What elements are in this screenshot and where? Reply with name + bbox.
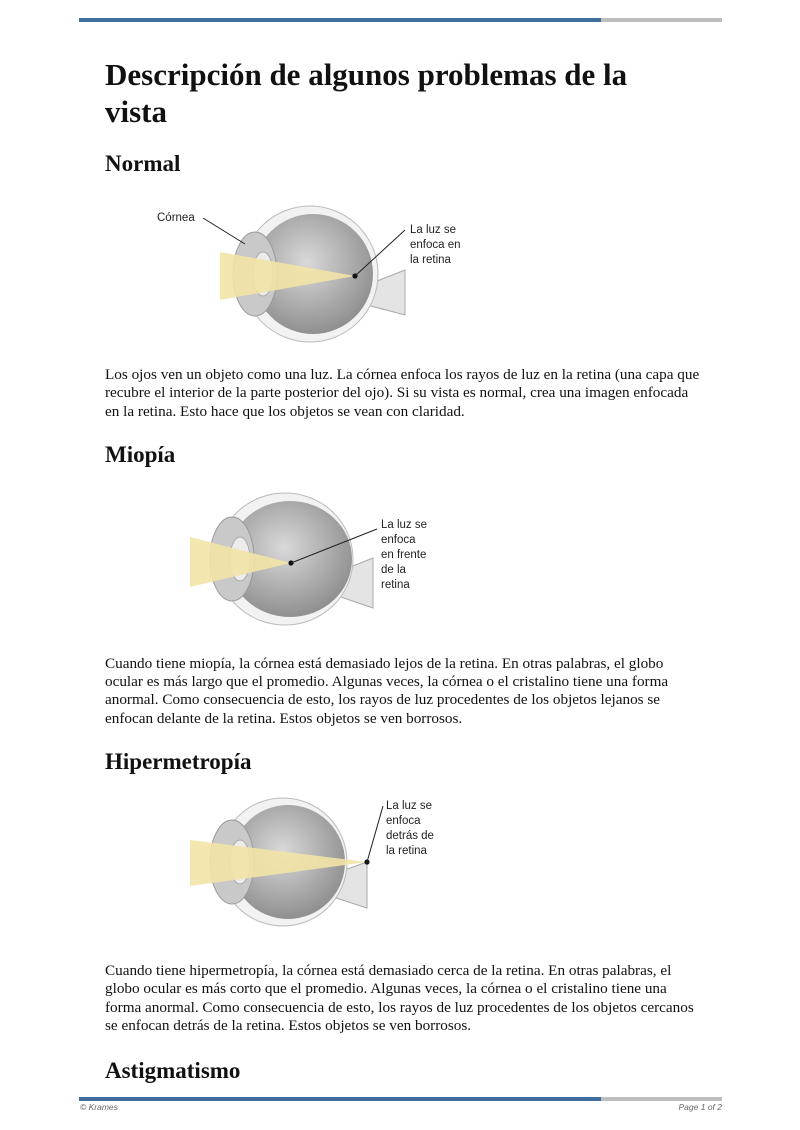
section-heading-astigmatism: Astigmatismo xyxy=(105,1058,241,1084)
top-rule xyxy=(79,18,722,22)
paragraph-hyperopia: Cuando tiene hipermetropía, la córnea está demasiado cerca de la retina. En otras palabras, el globo ocular es más corto que el promedio. Algunas veces, la córnea o el cristalino tiene una forma anormal. Como consecuencia de esto, los rayos de luz procedentes de los objetos cercanos se enfocan detrás de la retina. Estos objetos se ven borrosos. xyxy=(105,962,694,1034)
eye-diagram-normal xyxy=(105,200,705,350)
myopia-eye-illustration xyxy=(105,483,705,643)
paragraph-normal: Los ojos ven un objeto como una luz. La córnea enfoca los rayos de luz en la retina (una capa que recubre el interior de la parte posterior del ojo). Si su vista es normal, crea una imagen enfocada en la retina. Esto hace que los objetos se vean con claridad. xyxy=(105,366,700,420)
label-myopia-line-2: enfoca xyxy=(381,533,416,546)
hyperopia-eye-illustration xyxy=(105,790,705,950)
eye-diagram-hyperopia xyxy=(105,790,705,950)
section-heading-hyperopia: Hipermetropía xyxy=(105,749,252,775)
document-body xyxy=(105,56,705,1085)
label-myopia-line-1: La luz se xyxy=(381,518,428,531)
footer-copyright: © Krames xyxy=(80,1102,118,1112)
eye-diagram-myopia xyxy=(105,483,705,643)
label-myopia-line-4: de la xyxy=(381,563,406,576)
label-hyperopia-line-4: la retina xyxy=(386,845,427,858)
label-myopia-line-5: retina xyxy=(381,578,410,591)
page-title: Descripción de algunos problemas de la vista xyxy=(105,57,628,129)
label-normal-line-3: la retina xyxy=(410,254,451,266)
label-hyperopia-line-1: La luz se xyxy=(386,800,433,813)
label-hyperopia-line-2: enfoca xyxy=(386,815,421,828)
label-normal-line-1: La luz se xyxy=(410,224,457,236)
label-hyperopia-line-3: detrás de xyxy=(386,830,434,843)
label-normal-line-2: enfoca en xyxy=(410,239,461,251)
label-cornea: Córnea xyxy=(157,212,195,224)
paragraph-myopia: Cuando tiene miopía, la córnea está demasiado lejos de la retina. En otras palabras, el globo ocular es más largo que el promedio. Algunas veces, la córnea o el cristalino tiene una forma anormal. Como consecuencia de esto, los rayos de luz procedentes de los objetos lejanos se enfocan delante de la retina. Estos objetos se ven borrosos. xyxy=(105,654,669,727)
label-myopia-line-3: en frente xyxy=(381,548,427,561)
normal-eye-illustration xyxy=(105,200,705,350)
section-heading-myopia: Miopía xyxy=(105,441,176,467)
footer-page-number: Page 1 of 2 xyxy=(678,1102,722,1112)
section-heading-normal: Normal xyxy=(105,151,181,176)
bottom-rule xyxy=(79,1097,722,1101)
